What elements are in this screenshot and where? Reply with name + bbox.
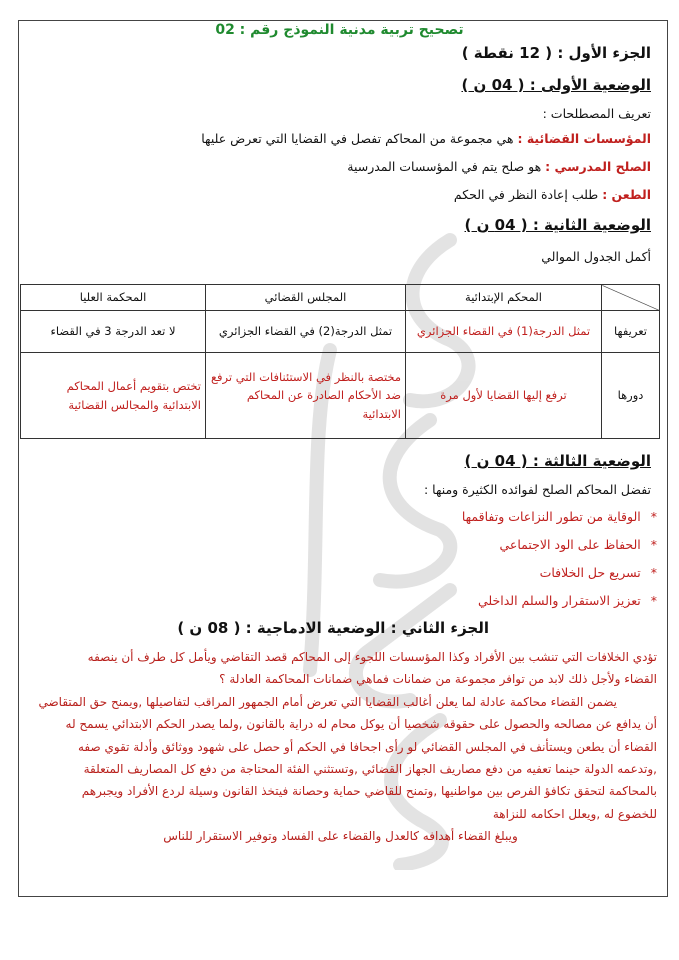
table-row-label: تعريفها [602,311,660,353]
situation1-intro: تعريف المصطلحات : [542,106,651,121]
term-definition: هو صلح يتم في المؤسسات المدرسية [347,159,542,174]
table-header-cell: المحكمة العليا [21,285,206,311]
table-header-row [21,285,660,311]
bullet-icon: * [650,593,657,608]
essay-line: للخضوع له ,ويعلل احكامه للنزاهة [492,806,657,821]
table-cell: لا تعد الدرجة 3 في القضاء [21,311,206,353]
page-title: تصحيح تربية مدنية النموذج رقم : 02 [215,22,464,38]
table-corner-cell [602,285,660,311]
bullet-icon: * [650,565,657,580]
benefits-list [462,508,657,620]
list-item: *الحفاظ على الود الاجتماعي [499,537,657,552]
list-item: *تعزيز الاستقرار والسلم الداخلي [477,593,657,608]
situation2-heading: الوضعية الثانية : ( 04 ن ) [464,216,651,234]
essay-line: بالمحاكمة لتحقق تكافؤ الفرص بين مواطنيها ,وتمنح للقاضي حماية وحصانة فيتخذ القانون وسيلة لردع الأفراد ويجبرهم [81,784,657,799]
essay-line: تؤدي الخلافات التي تنشب بين الأفراد وكذا المؤسسات اللجوء إلى المحاكم قصد التقاضي ويأمل كل طرف أن ينصفه [87,650,657,664]
term-row [201,131,651,146]
part1-heading: الجزء الأول : ( 12 نقطة ) [461,44,651,62]
table-cell: تمثل الدرجة(2) في القضاء الجزائري [206,311,406,353]
essay-line: ويبلغ القضاء أهدافه كالعدل والقضاء على الفساد وتوفير الاستقرار للناس [163,829,518,844]
essay-line: يضمن القضاء محاكمة عادلة لما يعلن أغالب القضايا التي تعرض أمام الجمهور المراقب لتفاصيلها ,ويمنح حق المتقاضي [38,694,617,709]
essay-line: القضاء ولأجل ذلك لابد من توافر مجموعة من ضمانات فماهي ضمانات المحاكمة العادلة ؟ [219,672,657,687]
term-definition: هي مجموعة من المحاكم تفصل في القضايا التي تعرض عليها [201,131,514,146]
essay-line: أن يدافع عن مصالحه والحصول على حقوقه شخصيا أن يوكل محام له دراية بالقانون ,ولما يصدر الحكم الابتدائي يسمح له [65,717,657,732]
list-item: *الوقاية من تطور النزاعات وتفاقمها [461,509,657,524]
table-row [21,353,660,439]
situation3-intro: تفضل المحاكم الصلح لفوائده الكثيرة ومنها : [423,482,651,497]
table-header-cell: المحكم الإبتدائية [406,285,602,311]
situation3-heading: الوضعية الثالثة : ( 04 ن ) [464,452,651,470]
table-cell: مختصة بالنظر في الاستئنافات التي ترفع ضد الأحكام الصادرة عن المحاكم الابتدائية [206,353,406,439]
term-label: الطعن : [602,187,651,202]
bullet-icon: * [650,509,657,524]
table-cell: تمثل الدرجة(1) في القضاء الجزائري [406,311,602,353]
list-item: *تسريع حل الخلافات [539,565,657,580]
term-label: المؤسسات القضائية : [517,131,651,146]
table-row [21,311,660,353]
term-label: الصلح المدرسي : [545,159,651,174]
table-cell: تختص بتقويم أعمال المحاكم الابتدائية والمجالس القضائية [21,353,206,439]
situation1-heading: الوضعية الأولى : ( 04 ن ) [461,76,651,94]
bullet-icon: * [650,537,657,552]
table-cell: ترفع إليها القضايا لأول مرة [406,353,602,439]
situation2-intro: أكمل الجدول الموالي [541,249,651,264]
essay-line: القضاء أن يطعن ويستأنف في المجلس القضائي لو رأى اجحافا في الحكم أو حصل على شهود ووثائق وأدلة تقوي صفه [77,739,657,754]
term-row [347,159,651,174]
part2-heading: الجزء الثاني : الوضعية الادماجية : ( 08 ن ) [177,619,489,637]
courts-table [20,284,660,439]
term-row [454,187,651,202]
essay-paragraph [24,646,657,848]
table-header-cell: المجلس القضائي [206,285,406,311]
term-definition: طلب إعادة النظر في الحكم [453,187,599,202]
table-row-label: دورها [602,353,660,439]
essay-line: ,وتدعمه الدولة حينما تعفيه من دفع مصاريف الجهاز القضائي ,وتستثني الفئة المحتاجة من دفع كل المصاريف المتعلقة [83,762,657,777]
